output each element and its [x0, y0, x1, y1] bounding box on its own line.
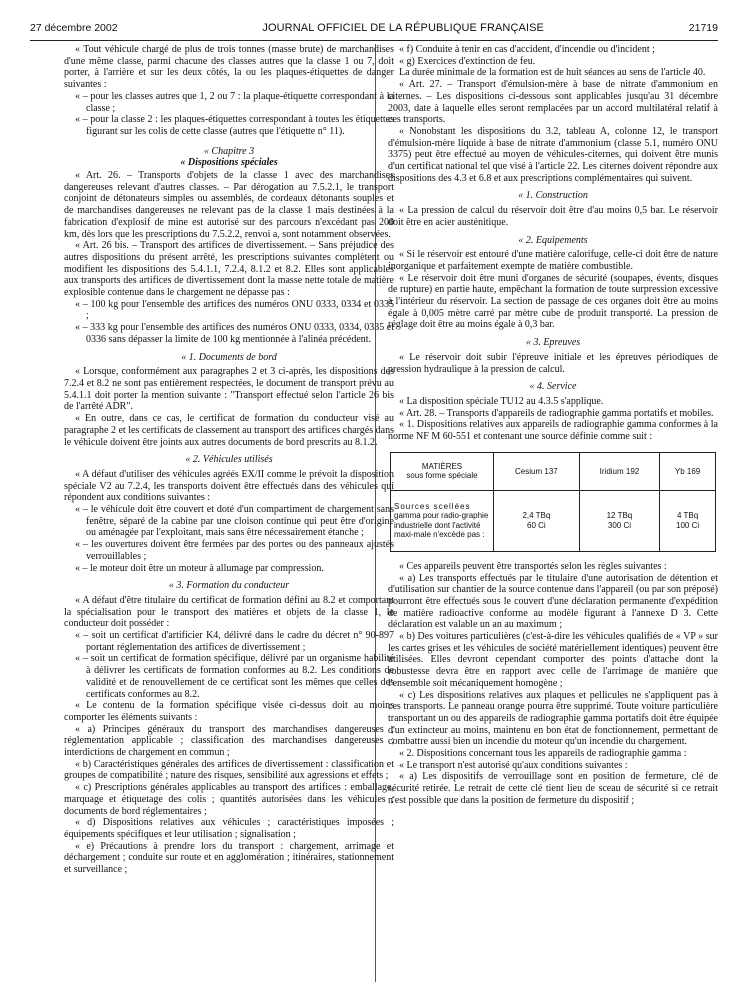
paragraph: « Tout véhicule chargé de plus de trois tonnes (masse brute) de marchandises d'une même classe, parmi chacune des classes autres que la classe 1 ou 7, doit porter, à l'arrière et sur les deux côtés, la ou les plaques-étiquettes de danger suivantes : — [64, 44, 394, 91]
paragraph: « Le réservoir doit être muni d'organes de sécurité (soupapes, évents, disques de rupture) en partie haute, empêchant la formation de toute surpression excessive à l'intérieur du réservoir. La section de passage de ces organes doit être au moins égale à 0,005 mètre carré par mètre cube de produit transporté. La pression de réglage doit être au moins égale à 0,3 bar. — [388, 272, 718, 331]
left-column — [64, 44, 394, 876]
list-item: « – soit un certificat d'artificier K4, délivré dans le cadre du décret n° 90-897 portant réglementation des artifices de divertissement ; — [75, 630, 394, 653]
cell-ci: 300 Ci — [607, 520, 631, 530]
training-item-c: « c) Prescriptions générales applicables au transport des artifices : emballage, marquage et étiquetage des colis ; quantités autorisées dans les véhicules ; documents de bord réglementaires ; — [64, 782, 394, 817]
table-header-cell: Yb 169 — [660, 452, 716, 490]
table-row — [391, 490, 716, 551]
paragraph: « A défaut d'être titulaire du certificat de formation défini au 8.2 et comportant la spécialisation pour le transport des matières et objets de la classe 1, le conducteur doit posséder : — [64, 594, 394, 630]
section-heading-text: « 3. Epreuves — [525, 337, 581, 349]
paragraph: « 2. Dispositions concernant tous les appareils de radiographie gamma : — [399, 748, 687, 760]
label-sources: Sources scellées — [394, 501, 471, 511]
article-26-bis: « Art. 26 bis. – Transport des artifices de divertissement. – Sans préjudice des autres dispositions du présent arrêté, les prescriptions suivantes complètent ou modifient les dispositions des 5.4.1.1, 7.2.4, 8.1.2 et 8.2. Elles sont applicables aux transports des artifices de divertissement dont la masse nette totale de matière explosible contenue dans le chargement ne dépasse pas : — [64, 240, 394, 299]
paragraph: « Le réservoir doit subir l'épreuve initiale et les épreuves périodiques de pression hydraulique à la pression de calcul. — [388, 351, 718, 375]
section-heading — [388, 337, 718, 349]
section-heading: « 1. Documents de bord — [181, 351, 277, 363]
header-page-number: 21719 — [688, 22, 718, 34]
paragraph: « Le contenu de la formation spécifique visée ci-dessus doit au moins comporter les éléments suivants : — [64, 700, 394, 723]
section-heading: « 3. Formation du conducteur — [168, 580, 290, 592]
header-date: 27 décembre 2002 — [30, 22, 118, 34]
training-item-b: « b) Caractéristiques générales des artifices de divertissement : classification et groupes de compatibilité ; nature des risques, sensibilité aux agressions et effets ; — [64, 758, 394, 782]
cell-tbq: 12 TBq — [606, 511, 633, 521]
list-item: « – le véhicule doit être couvert et doté d'un compartiment de chargement sans fenêtre, séparé de la cabine par une cloison continue qui peut être d'origine ou aménagée par l'exploitant, mais sans être nécessairement étanche ; — [75, 504, 394, 539]
cell-ci: 60 Ci — [527, 520, 546, 530]
list-item: « – les ouvertures doivent être fermées par des portes ou des panneaux ajustés verrouillables ; — [75, 539, 394, 562]
table-cell — [660, 490, 716, 551]
header-matieres: MATIÈRES — [421, 461, 463, 471]
rule-a: « a) Les transports effectués par le titulaire d'une autorisation de détention et d'utilisation sur chantier de la source contenue dans l'appareil (ou par son préposé) pourront être effectués sous le couvert d'une déclaration permanente d'expédition de matière radioactive conforme au modèle figurant à l'annexe D 3. Cette déclaration est valable un an au maximum ; — [388, 572, 718, 631]
section-heading — [388, 190, 718, 202]
section-heading-text: « 4. Service — [529, 381, 577, 393]
paragraph: « Le transport n'est autorisé qu'aux conditions suivantes : — [399, 759, 628, 771]
section-heading — [388, 381, 718, 393]
list-item: « – soit un certificat de formation spécifique, délivré par un organisme habilité à délivrer les certificats de formation conformes au 8.2. Les conditions de validité et de renouvellement de ce certificat sont les mêmes que celles des certificats conformes au 8.2. — [75, 653, 394, 700]
table-cell — [494, 490, 580, 551]
list-item: « – 100 kg pour l'ensemble des artifices des numéros ONU 0333, 0334 et 0335 ; — [75, 298, 394, 322]
paragraph: « Nonobstant les dispositions du 3.2, tableau A, colonne 12, le transport d'émulsion-mère liquide à base de nitrate d'ammonium (classe 5.1, numéro ONU 3375) peut être effectué au moyen de véhicules-citernes, qui doivent être munis d'un certificat national tel que visé à l'article 22. Les citernes doivent répondre aux dispositions des 4.3 et 6.8 et aux prescriptions complémentaires qui suivent. — [388, 125, 718, 184]
article-28: « Art. 28. – Transports d'appareils de radiographie gamma portatifs et mobiles. — [399, 407, 714, 419]
paragraph: « La pression de calcul du réservoir doit être d'au moins 0,5 bar. Le réservoir doit être en acier austénitique. — [388, 205, 718, 228]
article-26: « Art. 26. – Transports d'objets de la classe 1 avec des marchandises dangereuses relevant d'autres classes. – Par dérogation au 7.5.2.1, le transport conjoint de détonateurs simples ou assemblés, de cordeaux détonants souples et de marchandises dangereuses ne relevant pas de la classe 1 mais destinées à la fabrication d'explosif de mine est autorisé sur des parcours n'excédant pas 200 km, dès lors que les prescriptions du 7.5.2.2, renvoi a, sont notamment observées. — [64, 170, 394, 240]
cell-ci: 100 Ci — [676, 520, 700, 530]
list-item: « – 333 kg pour l'ensemble des artifices des numéros ONU 0333, 0334, 0335 et 0336 sans dépasser la limite de 100 kg mentionnée à l'alinéa précédent. — [75, 322, 394, 345]
right-column — [388, 44, 718, 807]
condition-a: « a) Les dispositifs de verrouillage sont en position de fermeture, clé de sécurité retirée. Le retrait de cette clé tient lieu de sceau de sécurité si ce retrait n'est possible que dans la position de fermeture du dispositif ; — [388, 771, 718, 806]
table-header-cell: Cesium 137 — [494, 452, 580, 490]
paragraph: « En outre, dans ce cas, le certificat de formation du conducteur visé au paragraphe 2 et les certificats de classement au transport des artifices chargés dans le véhicule doivent être joints aux autres documents de bord prescrits au 8.1.2. — [64, 413, 394, 448]
paragraph: « Ces appareils peuvent être transportés selon les règles suivantes : — [399, 560, 667, 572]
table-row-label — [391, 490, 494, 551]
list-item: « – pour les classes autres que 1, 2 ou 7 : la plaque-étiquette correspondant à la classe ; — [75, 90, 394, 114]
section-heading: « 2. Véhicules utilisés — [185, 454, 273, 466]
label-description: gamma pour radio-graphie industrielle dont l'activité maxi-male n'excède pas : — [394, 511, 489, 540]
training-item-f: « f) Conduite à tenir en cas d'accident, d'incendie ou d'incident ; — [399, 44, 655, 55]
table-header-cell — [391, 452, 494, 490]
cell-tbq: 2,4 TBq — [522, 511, 551, 521]
section-heading-text: « 2. Equipements — [518, 234, 588, 246]
rule-c: « c) Les dispositions relatives aux plaques et pellicules ne s'appliquent pas à ces transports. Le panneau orange pourra être supprimé. Toute voiture particulière transportant un ou des appareils de radiographie gamma portatifs doit être équipée d'un extincteur au moins, maintenu en bon état de fonctionnement, permettant de combattre aussi bien un incendie du moteur qu'un incendie du chargement. — [388, 689, 718, 748]
list-item: « – le moteur doit être un moteur à allumage par compression. — [75, 562, 324, 574]
table-header-row — [391, 452, 716, 490]
paragraph: « A défaut d'utiliser des véhicules agréés EX/II comme le prévoit la disposition spéciale V2 au 7.2.4, les transports doivent être effectués dans des véhicules qui répondent aux conditions suivantes : — [64, 468, 394, 504]
training-item-e: « e) Précautions à prendre lors du transport : chargement, arrimage et déchargement ; conduite sur route et en agglomération ; itinéraires, stationnement et surveillance ; — [64, 840, 394, 876]
table-cell — [579, 490, 659, 551]
section-heading-text: « 1. Construction — [518, 190, 588, 202]
paragraph: « Lorsque, conformément aux paragraphes 2 et 3 ci-après, les dispositions des 7.2.4 et 8.2 ne sont pas entièrement respectées, le document de transport prévu au 5.4.1.1 doit porter la mention suivante : "Transport effectué selon l'article 26 bis de l'arrêté ADR". — [64, 366, 394, 413]
rule-b: « b) Des voitures particulières (c'est-à-dire les véhicules qualifiés de « VP » sur les cartes grises et les véhicules de société matériellement identiques) peuvent être utilisées. Elles devront cependant comporter des points d'attache dont la robustesse devra être en rapport avec celle de l'arrimage de manière que l'ensemble soit mécaniquement homogène ; — [388, 631, 718, 689]
cell-tbq: 4 TBq — [676, 511, 699, 521]
source-activity-table — [390, 452, 716, 552]
header-sous-forme: sous forme spéciale — [406, 471, 478, 481]
paragraph: « 1. Dispositions relatives aux appareils de radiographie gamma conformes à la norme NF M 60-551 et contenant une source définie comme suit : — [388, 419, 718, 443]
training-item-d: « d) Dispositions relatives aux véhicules ; caractéristiques imposées ; équipements spécifiques et leur utilisation ; signalisation ; — [64, 817, 394, 840]
paragraph: « Si le réservoir est entouré d'une matière calorifuge, celle-ci doit être de nature inorganique et parfaitement exempte de matière combustible. — [388, 249, 718, 272]
header-title: JOURNAL OFFICIEL DE LA RÉPUBLIQUE FRANÇAISE — [262, 22, 544, 34]
training-item-a: « a) Principes généraux du transport des marchandises dangereuses ; réglementation applicable ; classification des marchandises dangereuses ; interdictions de chargement en commun ; — [64, 723, 394, 759]
article-27: « Art. 27. – Transport d'émulsion-mère à base de nitrate d'ammonium en citernes. – Les dispositions ci-dessous sont applicables jusqu'au 31 décembre 2003, date à laquelle elles seront remplacées par un accord multilatéral relatif à ces transports. — [388, 79, 718, 126]
table-header-cell: Iridium 192 — [579, 452, 659, 490]
chapter-title: « Dispositions spéciales — [180, 157, 278, 169]
paragraph: « La disposition spéciale TU12 au 4.3.5 s'applique. — [399, 395, 604, 407]
list-item: « – pour la classe 2 : les plaques-étiquettes correspondant à toutes les étiquettes figurant sur les colis de cette classe (autres que l'étiquette n° 11). — [75, 114, 394, 137]
training-item-g: « g) Exercices d'extinction de feu. — [399, 55, 536, 67]
page-header — [30, 22, 718, 41]
chapter-heading: « Chapitre 3 — [203, 145, 255, 157]
section-heading — [388, 235, 718, 247]
paragraph: La durée minimale de la formation est de huit séances au sens de l'article 40. — [399, 67, 706, 79]
